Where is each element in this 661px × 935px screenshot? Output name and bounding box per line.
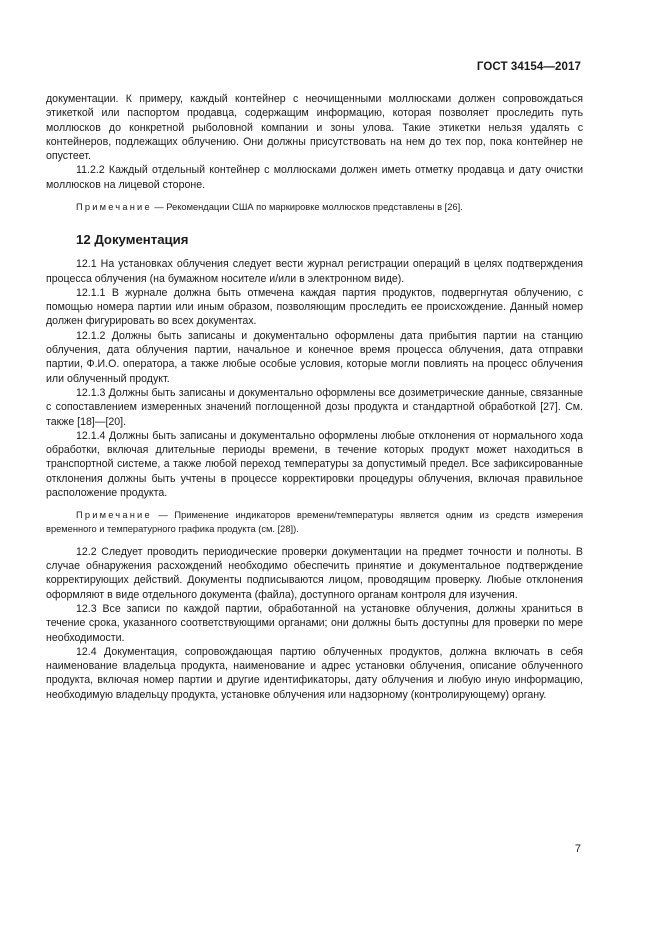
paragraph-12-1-4: 12.1.4 Должны быть записаны и документально оформлены любые отклонения от нормального хода обработки, включая длительные периоды времени, в течение которых продукт может находиться в транспортной системе, а также любой переход температуры за допустимый предел. Все зафиксированные отклонения должны быть учтены в процессе корректировки процедуры облучения, включая правильное расположение продукта. xyxy=(46,429,583,500)
note-text: — Применение индикаторов времени/температуры является одним из средств измерения временного и температурного графика продукта (см. [28]). xyxy=(46,510,583,534)
paragraph-12-1: 12.1 На установках облучения следует вести журнал регистрации операций в целях подтверждения процесса облучения (на бумажном носителе и/или в электронном виде). xyxy=(46,258,583,285)
paragraph-12-3: 12.3 Все записи по каждой партии, обработанной на установке облучения, должны храниться в течение срока, указанного соответствующими органами; они должны быть доступны для проверки по мере необходимости. xyxy=(46,602,583,644)
document-code: ГОСТ 34154—2017 xyxy=(476,61,581,73)
page-number: 7 xyxy=(574,843,581,855)
paragraph-11-2-2: 11.2.2 Каждый отдельный контейнер с моллюсками должен иметь отметку продавца и дату очистки моллюсков на лицевой стороне. xyxy=(46,164,583,191)
continued-paragraph: документации. К примеру, каждый контейнер с неочищенными моллюсками должен сопровождаться этикеткой или паспортом продавца, содержащим информацию, которая позволяет проследить путь моллюсков до конкретной рыболовной компании и зоны улова. Такие этикетки нельзя удалять с контейнеров, подлежащих облучению. Они должны присутствовать на нем до тех пор, пока контейнер не опустеет. xyxy=(46,93,583,163)
paragraph-12-1-3: 12.1.3 Должны быть записаны и документально оформлены все дозиметрические данные, связанные с сопоставлением измеренных значений поглощенной дозы продукта и стандартной обработкой [27]. См. также [18]—[20]. xyxy=(46,386,583,428)
note-label: Примечание xyxy=(76,510,152,521)
paragraph-12-4: 12.4 Документация, сопровождающая партию облученных продуктов, должна включать в себя наименование владельца продукта, наименование и адрес установки облучения, описание облученного продукта, включая номер партии и другие идентификаторы, дату облучения и любую иную информацию, необходимую владельцу продукта, установке облучения или надзорному (контролирующему) органу. xyxy=(46,645,583,701)
note-label: Примечание xyxy=(76,202,152,213)
note-11 xyxy=(46,201,583,214)
section-title: 12 Документация xyxy=(76,232,189,248)
paragraph-12-1-1: 12.1.1 В журнале должна быть отмечена каждая партия продуктов, подвергнутая облучению, с помощью номера партии или иным образом, позволяющим проследить ее происхождение. Данный номер должен фигурировать во всех документах. xyxy=(46,286,583,328)
note-text: — Рекомендации США по маркировке моллюсков представлены в [26]. xyxy=(151,202,463,213)
note-12 xyxy=(46,509,583,535)
paragraph-12-2: 12.2 Следует проводить периодические проверки документации на предмет точности и полноты. В случае обнаружения расхождений необходимо обеспечить принятие и документальное подтверждение корректирующих действий. Документы подписываются лицом, проводящим проверку. Любые отклонения оформляют в виде отдельного документа (файла), доступного органам контроля для изучения. xyxy=(46,545,583,601)
page-content xyxy=(46,92,583,702)
paragraph-12-1-2: 12.1.2 Должны быть записаны и документально оформлены дата прибытия партии на станцию облучения, дата облучения партии, начальное и конечное время процесса облучения, дата отправки партии, Ф.И.О. оператора, а также любые особые условия, которые могли повлиять на процесс облучения или облученный продукт. xyxy=(46,329,583,385)
